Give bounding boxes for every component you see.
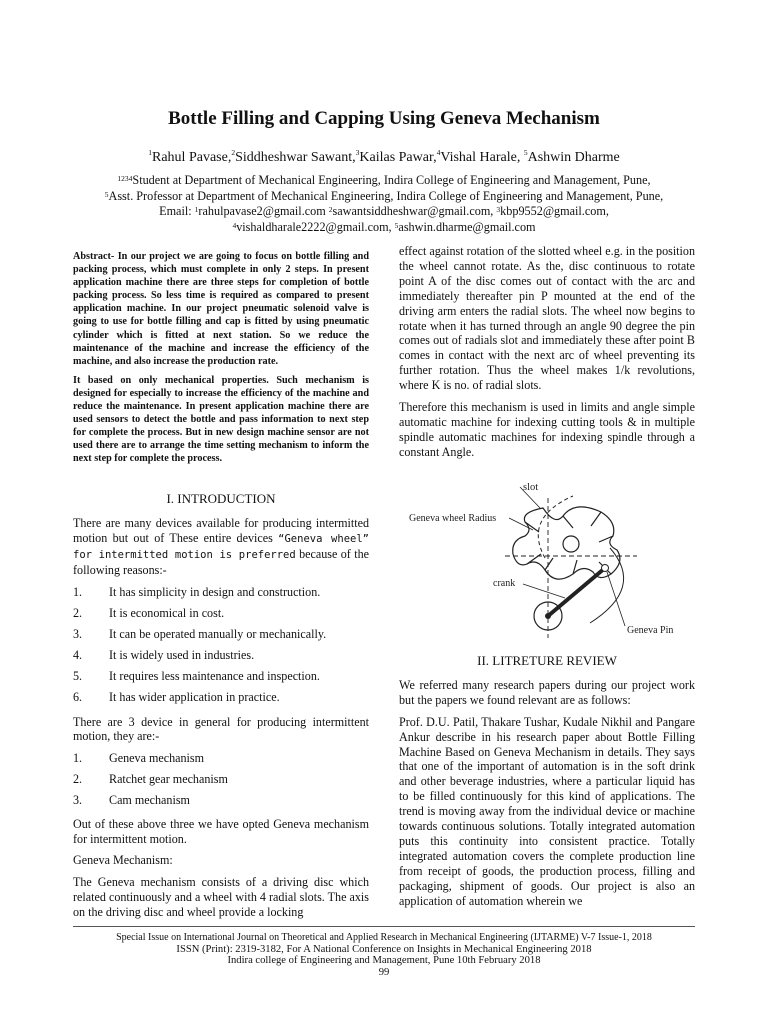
intro-paragraph: Geneva Mechanism: [73,853,173,868]
email-sup: 3 [496,205,501,214]
abstract-para: Abstract- In our project we are going to focus on bottle filling and packing process, which must complete in only 2 steps. In present application machine there are three steps for completion of bottle packing process. So less time is required as compared to present application machine. In our project pneumatic solenoid valve is going to use for bottle filling and cap is fitted by using pneumatic cylinder which is fitted at next station. So we reduce the maintenance of the machine and increase the efficiency of the machine, and also increase the production rate. [73,251,369,367]
email-label: Email: [159,204,195,218]
footer-venue: Indira college of Engineering and Management, Pune 10th February 2018 [227,955,541,966]
list-text: It is economical in cost. [109,605,225,620]
list-text: It has wider application in practice. [109,689,280,704]
list-item [73,772,369,793]
affil-sup: 1234 [117,174,133,183]
radius-label: Geneva wheel Radius [409,513,497,524]
email-link[interactable]: ashwin.dharme@gmail.com [398,219,536,234]
list-text: Ratchet gear mechanism [109,772,228,787]
author-sup: 3 [355,148,360,157]
email-line [60,220,708,236]
affil-sup: 5 [104,189,109,199]
intro-text-mono: “Geneva wheel” for intermitted motion is preferred [73,532,369,561]
list-item [73,793,369,814]
paper-title: Bottle Filling and Capping Using Geneva Mechanism [168,108,600,129]
email-link[interactable]: sawantsiddheshwar@gmail.com, [332,204,497,218]
literature-review-section [399,654,695,909]
author-sup: 4 [436,148,441,157]
geneva-figure [405,478,695,638]
list-text: It has simplicity in design and construction. [109,584,321,599]
email-sup: 2 [328,205,333,214]
affiliations [60,173,708,235]
intro-text: There are many devices available for producing intermitted motion but out of These entire devices [73,515,369,545]
email-line [60,204,708,220]
affil-text: Student at Department of Mechanical Engineering, Indira College of Engineering and Management, Pune, [132,173,651,187]
author-sup: 5 [523,148,528,157]
list-number: 5. [73,668,83,683]
author-name: Kailas Pawar, [359,150,437,165]
intro-text: because of the following reasons:- [73,546,369,577]
list-item [73,690,369,711]
radius-leader [509,518,533,530]
list-text: Cam mechanism [109,793,190,808]
email-sup: 5 [394,220,399,230]
list-item [73,751,369,772]
email-link[interactable]: kbp9552@gmail.com, [500,204,609,218]
list-number: 3. [73,793,83,808]
list-number: 2. [73,772,83,787]
affiliation-student [60,173,708,189]
email-link[interactable]: rahulpavase2@gmail.com [198,204,329,218]
abstract-section [73,250,369,466]
list-number: 2. [73,605,83,620]
list-item [73,606,369,627]
author-name: Ashwin Dharme [527,150,620,165]
author-sup: 2 [231,148,236,157]
list-number: 6. [73,689,83,704]
geneva-diagram [405,478,695,638]
body-paragraph: effect against rotation of the slotted wheel e.g. in the position the wheel cannot rotate. As the, disc continuous to rotate point A of the disc comes out of contact with the arc and immediately thereafter pin P mounted at the end of the driving arm enters the radial slots. The wheel now begins to rotate when it has turned through an angle 90 degree the pin comes out of radials slot and immediately these after point B comes in contact with the next arc of wheel preventing its further rotation. Thus the wheel makes 1/k revolutions, where K is no. of radial slots. [399,244,695,393]
geneva-pin-label: Geneva Pin [627,625,674,636]
list-item [73,648,369,669]
author-name: Siddheshwar Sawant, [235,150,356,165]
lit-paragraph: We referred many research papers during our project work but the papers we found relevant are as follows: [399,677,695,707]
intro-paragraph: There are 3 device in general for producing intermittent motion, they are:- [73,714,369,744]
author-list [0,150,768,166]
list-number: 3. [73,626,83,641]
intro-paragraph [73,516,369,578]
devices-list [73,751,369,814]
affiliation-professor [60,189,708,205]
lit-paragraph: Prof. D.U. Patil, Thakare Tushar, Kudale Nikhil and Pangare Ankur describe in his research paper about Bottle Filling Machine Based on Geneva Mechanism in details. They says that one of the important of automation is in the soft drink and other beverage industries, where a particular liquid has to be filled continuously for this kind of applications. The trend is moving away from the individual device or machine towards continuous solutions. Totally integrated automation puts this continuity into consistent practice. Totally integrated automation covers the complete production line from receipt of goods, the production process, filling and packaging, shipment of goods. Our project is also an application of automation wherein we [399,714,695,908]
footer-divider [73,926,695,927]
mechanism-description [399,244,695,460]
list-item [73,627,369,648]
crank-arm [548,568,605,616]
email-sup: 4 [232,220,237,230]
pin-leader [607,572,625,626]
footer-issn: ISSN (Print): 2319-3182, For A National Conference on Insights in Mechanical Engineering 2018 [176,943,592,955]
intro-paragraph: Out of these above three we have opted Geneva mechanism for intermittent motion. [73,817,369,847]
list-text: It can be operated manually or mechanically. [109,626,327,641]
list-number: 4. [73,647,83,662]
email-sup: 1 [194,205,199,214]
email-link[interactable]: vishaldharale2222@gmail.com, [236,219,395,234]
section-heading: I. INTRODUCTION [166,491,276,506]
list-number: 1. [73,584,83,599]
reasons-list [73,585,369,711]
list-number: 1. [73,751,83,766]
radius-arc [538,496,573,558]
author-name: Rahul Pavase, [152,150,232,165]
author-sup: 1 [148,148,152,157]
geneva-pin-dot [602,565,609,572]
list-text: It is widely used in industries. [109,647,255,662]
pin-arc [590,548,624,623]
crank-leader [523,584,565,598]
page-footer [0,932,768,978]
body-paragraph: Therefore this mechanism is used in limits and angle simple automatic machine for indexing cutting tools & in multiple spindle automatic machines for indexing spindle through a constant Angle. [399,400,695,459]
affil-text: Asst. Professor at Department of Mechanical Engineering, Indira College of Engineering and Management, Pune, [108,188,664,203]
list-item [73,669,369,690]
intro-paragraph: The Geneva mechanism consists of a driving disc which related continuously and a wheel with 4 radial slots. The axis on the driving disc and wheel provide a locking [73,875,369,919]
list-text: It requires less maintenance and inspection. [109,668,320,683]
introduction-section [73,492,369,920]
page-number: 99 [378,966,390,978]
footer-journal: Special Issue on International Journal on Theoretical and Applied Research in Mechanical Engineering (IJTARME) V-7 Issue-1, 2018 [116,932,652,943]
author-name: Vishal Harale, [440,150,524,165]
list-item [73,585,369,606]
section-heading: II. LITRETURE REVIEW [477,653,617,668]
list-text: Geneva mechanism [109,751,205,766]
crank-label: crank [493,578,516,589]
abstract-para: It based on only mechanical properties. Such mechanism is designed for especially to increase the efficiency of the machine and reduce the maintenance. In present application machine there are used sensors to detect the bottle and pass information to next step for complete the process. But in new design machine sensor are not used there are to arrange the time setting mechanism to inform the next step for complete the process. [73,374,369,465]
slot-label: slot [523,482,539,493]
